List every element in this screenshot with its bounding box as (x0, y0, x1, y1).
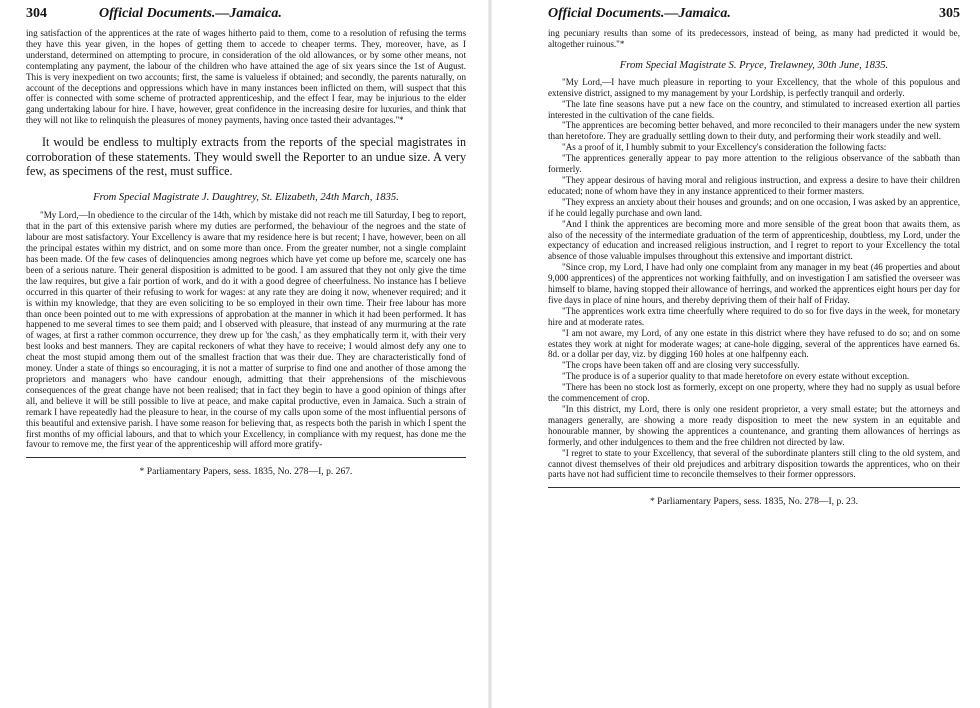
left-letter-paragraph: "My Lord,—In obedience to the circular of the 14th, which by mistake did not reach me till Saturday, I beg to report, that in the part of this extensive parish where my duties are performed, the behaviour of the negroes and the state of labour are most satisfactory. Your Excellency is aware that my residence here is but recent; I have, however, been on all the principal estates within my district, and on some more than once. From the greater number, not a single complaint has been made. Of the few cases of delinquencies among negroes which have yet come up before me, scarcely one has been of a serious nature. Their general disposition is admitted to be good. I am assured that they not only give the time the law requires, but give a fair portion of work, and do it with a good degree of cheerfulness. No instance has I believe occurred in this quarter of their refusing to work for wages: at any rate they are doing it now, whenever required; and it is within my knowledge, that they are even soliciting to be so employed in their own time. Their free labour has more than once been pointed out to me with expressions of approbation at the manner in which it had been performed. It has happened to me several times to see them paid; and I observed with pleasure, that instead of any murmuring at the rate of wages, at first a rather common occurrence, they drew up for 'the cash,' as they emphatically term it, with their very best looks and best manners. They are capital reckoners of what they have to receive; I would almost defy any one to cheat the most stupid among them out of the smallest fraction that was their due. They are characteristically fond of money. Under a state of things so encouraging, it is not a matter of surprise to find one and another of those among the proprietors and managers who have candour enough, admitting that their apprehensions of the mischievous consequences of the great change have not been realised; that in fact they begin to have a good opinion of things after all, and believe it will be still possible to live at peace, and make capital productive, even in Jamaica. Such a strain of remark I have repeatedly had the pleasure to hear, in the course of my calls upon some of the most influential persons of this beautiful and extensive parish. I have some reason for believing that, as respects both the parish in which I spent the first months of my official labours, and that to which your Excellency, in compliance with my request, has done me the favour to remove me, the first year of the apprenticeship will afford more gratify- (26, 210, 466, 450)
right-paragraph: "There has been no stock lost as formerly, except on one property, where they had no supply as usual before the commencement of crop. (548, 382, 960, 404)
left-continued-paragraph: ing satisfaction of the apprentices at the rate of wages hitherto paid to them, come to a resolution of refusing the terms they have this year given, in the hopes of getting them to accede to cheaper terms. They, moreover, have, as I understand, determined on attempting to procure, in consideration of the old allowances, or by some other means, not contemplating any payment, the labour of the children who have attained the age of six years since the 1st of August. This is very inexpedient on two accounts; first, the same is valueless if obtained; and secondly, the parents naturally, on account of the deceptions and oppressions which have in many instances been inflicted on them, will suspect that this offer is connected with some scheme of protracted apprenticeship, and the effect I fear, may be injurious to the elder gang undertaking labour for hire. I have, however, great confidence in the increasing desire for luxuries, and think that they will not like to relinquish the pleasures of money payments, having once tasted their advantages."* (26, 28, 466, 126)
right-paragraph: "The apprentices are becoming better behaved, and more reconciled to their managers under the new system than heretofore. They are gradually settling down to their duty, and performing their work steadily and well. (548, 120, 960, 142)
right-paragraph: "And I think the apprentices are becoming more and more sensible of the great boon that awaits them, as also of the necessity of the intermediate graduation of the term of apprenticeship, doubtless, my Lord, under the expectancy of education and increased religious instruction, and I regret to report to your Excellency the total absence of those valuable impulses throughout this extensive and important district. (548, 218, 960, 262)
right-paragraph: "As a proof of it, I humbly submit to your Excellency's consideration the following facts: (562, 142, 887, 153)
right-continued-paragraph: ing pecuniary results than some of its predecessors, instead of being, as many had predicted it would be, altogether ruinous."* (548, 28, 960, 49)
left-main-paragraph: It would be endless to multiply extracts from the reports of the special magistrates in corroboration of these statements. They would swell the Reporter to an undue size. A very few, as specimens of the rest, must suffice. (26, 135, 466, 178)
right-paragraph: "The apprentices work extra time cheerfully where required to do so for five days in the week, for monetary hire and at moderate rates. (548, 305, 960, 327)
right-page-number: 305 (939, 6, 960, 21)
right-section-heading: From Special Magistrate S. Pryce, Trelawney, 30th June, 1835. (619, 59, 889, 71)
right-paragraph: "They appear desirous of having moral and religious instruction, and express a desire to have their children educated; none of whom have they in any instance apprenticed to their former masters. (548, 174, 960, 196)
left-footnote-rule (26, 457, 466, 458)
right-paragraph: "They express an anxiety about their houses and grounds; and on one occasion, I was asked by an apprentice, if he could legally purchase and own land. (548, 196, 960, 218)
right-running-title: Official Documents.—Jamaica. (548, 6, 731, 21)
left-page-number: 304 (26, 6, 47, 21)
right-paragraph: "The crops have been taken off and are closing very successfully. (562, 360, 800, 371)
left-running-head (26, 6, 466, 28)
right-paragraph: "The late fine seasons have put a new face on the country, and stimulated to increased exertion all parties interested in the cultivation of the cane fields. (548, 98, 960, 120)
right-footnote: * Parliamentary Papers, sess. 1835, No. 278—I, p. 23. (649, 496, 859, 508)
right-footnote-rule (548, 487, 960, 488)
left-running-title: Official Documents.—Jamaica. (99, 6, 282, 21)
right-paragraph: "The apprentices generally appear to pay more attention to the religious observance of the sabbath than formerly. (548, 153, 960, 175)
left-footnote: * Parliamentary Papers, sess. 1835, No. 278—I, p. 267. (139, 466, 353, 478)
right-page (492, 0, 980, 708)
right-paragraph: "Since crop, my Lord, I have had only one complaint from any manager in my beat (46 properties and about 9,000 apprentices) of the apprentices not working faithfully, and on investigation I am satisfied the overseer was himself to blame, having stopped their allowance of herrings, and worked the apprentices eight hours per day for five days in place of nine hours, and thereby depriving them of their half of Friday. (548, 262, 960, 305)
right-letter-body (548, 77, 960, 481)
left-section-heading: From Special Magistrate J. Daughtrey, St. Elizabeth, 24th March, 1835. (93, 192, 399, 204)
right-paragraph: "I am not aware, my Lord, of any one estate in this district where they have refused to do so; and on some estates they work at night for moderate wages; at cane-hole digging, several of the apprentices have earned 6s. 8d. or a dollar per day, viz. by digging 160 holes at one halfpenny each. (548, 327, 960, 360)
right-paragraph: "The produce is of a superior quality to that made heretofore on every estate without exception. (562, 371, 910, 382)
right-paragraph: "In this district, my Lord, there is only one resident proprietor, a very small estate; but the attorneys and managers generally, are showing a more ready disposition to meet the new system in an equitable and honourable manner, by showing the apprentices a countenance, and granting them allowances of herrings as formerly, and other indulgences to them and the free children not directed by law. (548, 404, 960, 447)
right-paragraph: "My Lord,—I have much pleasure in reporting to your Excellency, that the whole of this populous and extensive district, assigned to my management by your Lordship, is perfectly tranquil and orderly. (548, 76, 960, 98)
right-running-head (548, 6, 960, 28)
left-page (0, 0, 488, 708)
right-paragraph: "I regret to state to your Excellency, that several of the subordinate planters still cling to the old system, and cannot divest themselves of their old prejudices and arbitrary disposition towards the apprentices, who on their parts have not had sufficient time to reconcile themselves to their former oppressors. (548, 447, 960, 480)
